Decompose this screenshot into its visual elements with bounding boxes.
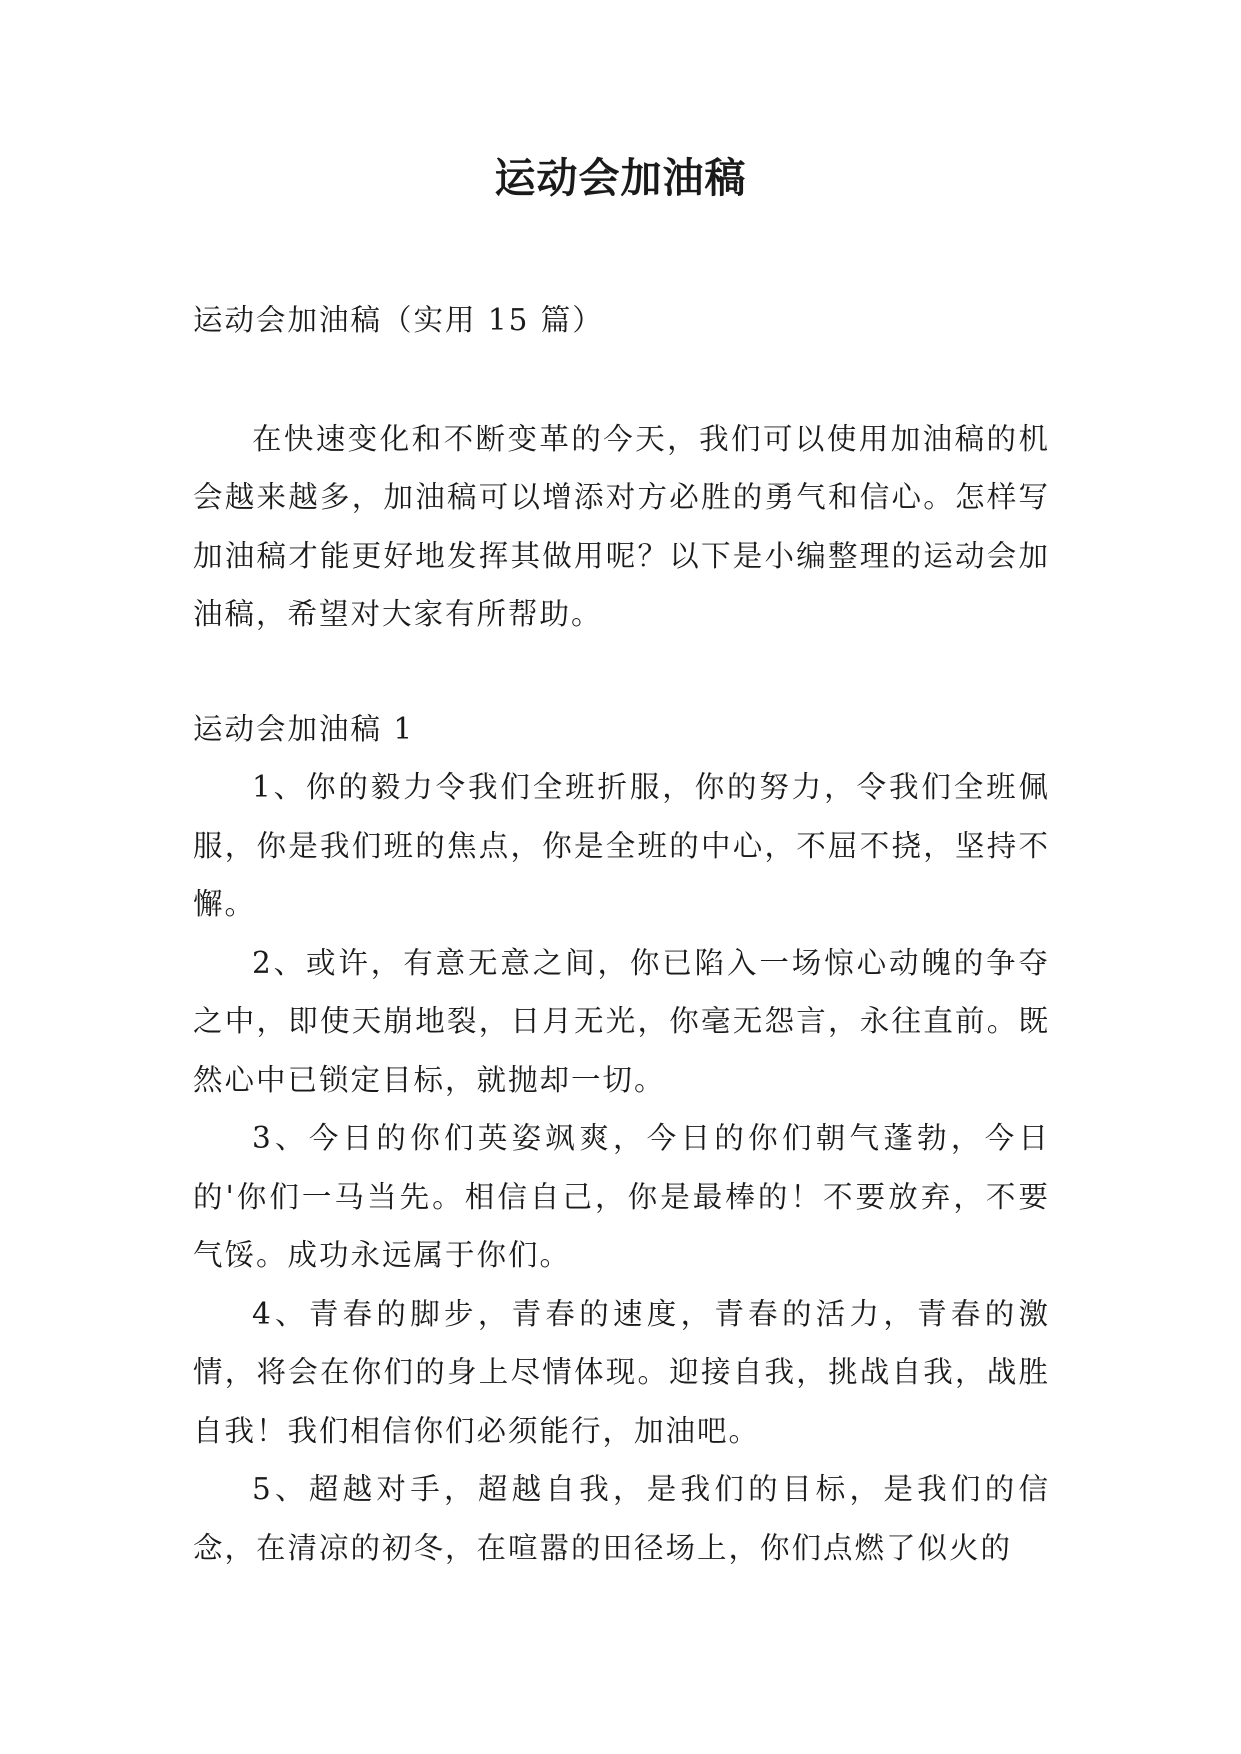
list-item: 4、青春的脚步，青春的速度，青春的活力，青春的激情，将会在你们的身上尽情体现。迎接自我，挑战自我，战胜自我！我们相信你们必须能行，加油吧。 (193, 1296, 1050, 1448)
document-title: 运动会加油稿 (494, 154, 747, 202)
spacer (193, 644, 1050, 700)
list-item: 5、超越对手，超越自我，是我们的目标，是我们的信念，在清凉的初冬，在喧嚣的田径场上，你们点燃了似火的 (193, 1472, 1050, 1565)
spacer (193, 350, 1050, 410)
section-heading: 运动会加油稿 1 (193, 711, 415, 746)
document-body (193, 291, 1050, 1577)
list-item: 1、你的毅力令我们全班折服，你的努力，令我们全班佩服，你是我们班的焦点，你是全班的中心，不屈不挠，坚持不懈。 (193, 770, 1050, 921)
document-subtitle: 运动会加油稿（实用 15 篇） (193, 303, 604, 337)
intro-paragraph: 在快速变化和不断变革的今天，我们可以使用加油稿的机会越来越多，加油稿可以增添对方必胜的勇气和信心。怎样写加油稿才能更好地发挥其做用呢？以下是小编整理的运动会加油稿，希望对大家有所帮助。 (193, 421, 1050, 631)
list-item: 2、或许，有意无意之间，你已陷入一场惊心动魄的争夺之中，即使天崩地裂，日月无光，你毫无怨言，永往直前。既然心中已锁定目标，就抛却一切。 (193, 945, 1050, 1097)
list-item: 3、今日的你们英姿飒爽，今日的你们朝气蓬勃，今日的'你们一马当先。相信自己，你是最棒的！不要放弃，不要气馁。成功永远属于你们。 (193, 1121, 1050, 1272)
